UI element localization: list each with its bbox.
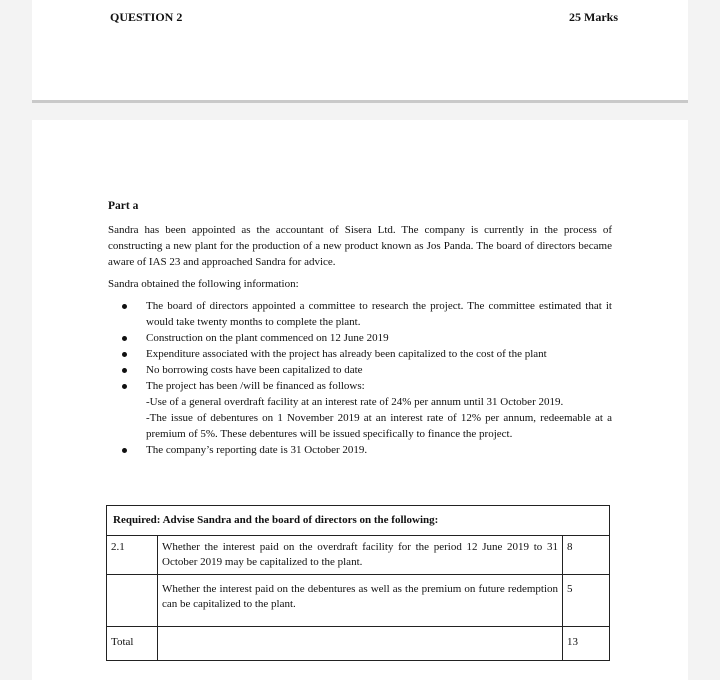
- row-description: Whether the interest paid on the debentures as well as the premium on future redemption can be capitalized to the plant.: [158, 575, 563, 627]
- total-spacer: [158, 627, 563, 661]
- list-item: [146, 442, 612, 458]
- list-item-text: The company’s reporting date is 31 October 2019.: [146, 444, 368, 456]
- row-number: 2.1: [107, 536, 158, 575]
- list-item: [146, 298, 612, 330]
- list-item-text: Construction on the plant commenced on 12 June 2019: [146, 332, 389, 344]
- question-marks: 25 Marks: [569, 10, 618, 24]
- list-item: [146, 330, 612, 346]
- bullet-icon: [122, 352, 127, 357]
- page-main: [32, 120, 688, 680]
- part-heading: Part a: [108, 200, 139, 212]
- list-item-text: The project has been /will be financed as follows:: [146, 380, 365, 392]
- page-top: [32, 0, 688, 103]
- financing-overdraft: -Use of a general overdraft facility at an interest rate of 24% per annum until 31 October 2019.: [146, 396, 564, 408]
- question-content: [108, 198, 612, 458]
- info-list: [108, 298, 612, 458]
- question-title: QUESTION 2: [110, 10, 183, 24]
- row-marks: 5: [563, 575, 610, 627]
- table-total-row: [107, 627, 610, 661]
- bullet-icon: [122, 336, 127, 341]
- list-item: [146, 378, 612, 442]
- row-marks: 8: [563, 536, 610, 575]
- list-item-text: Expenditure associated with the project has already been capitalized to the cost of the plant: [146, 348, 547, 360]
- bullet-icon: [122, 304, 127, 309]
- list-item: [146, 362, 612, 378]
- list-item-text: No borrowing costs have been capitalized to date: [146, 364, 363, 376]
- info-heading: Sandra obtained the following information:: [108, 278, 299, 290]
- bullet-icon: [122, 384, 127, 389]
- table-header-row: [107, 506, 610, 536]
- total-label: Total: [107, 627, 158, 661]
- bullet-icon: [122, 448, 127, 453]
- table-row: [107, 536, 610, 575]
- intro-paragraph: Sandra has been appointed as the accountant of Sisera Ltd. The company is currently in the process of constructing a new plant for the production of a new product known as Jos Panda. The board of directors became aware of IAS 23 and approached Sandra for advice.: [108, 224, 612, 268]
- table-row: [107, 575, 610, 627]
- row-description: Whether the interest paid on the overdraft facility for the period 12 June 2019 to 31 October 2019 may be capitalized to the plant.: [158, 536, 563, 575]
- total-marks: 13: [563, 627, 610, 661]
- financing-debentures: -The issue of debentures on 1 November 2019 at an interest rate of 12% per annum, redeemable at a premium of 5%. These debentures will be issued specifically to finance the project.: [146, 412, 612, 440]
- required-table: [106, 505, 610, 661]
- row-number: [107, 575, 158, 627]
- required-heading: Required: Advise Sandra and the board of directors on the following:: [107, 506, 610, 536]
- list-item: [146, 346, 612, 362]
- bullet-icon: [122, 368, 127, 373]
- list-item-text: The board of directors appointed a committee to research the project. The committee estimated that it would take twenty months to complete the plant.: [146, 300, 612, 328]
